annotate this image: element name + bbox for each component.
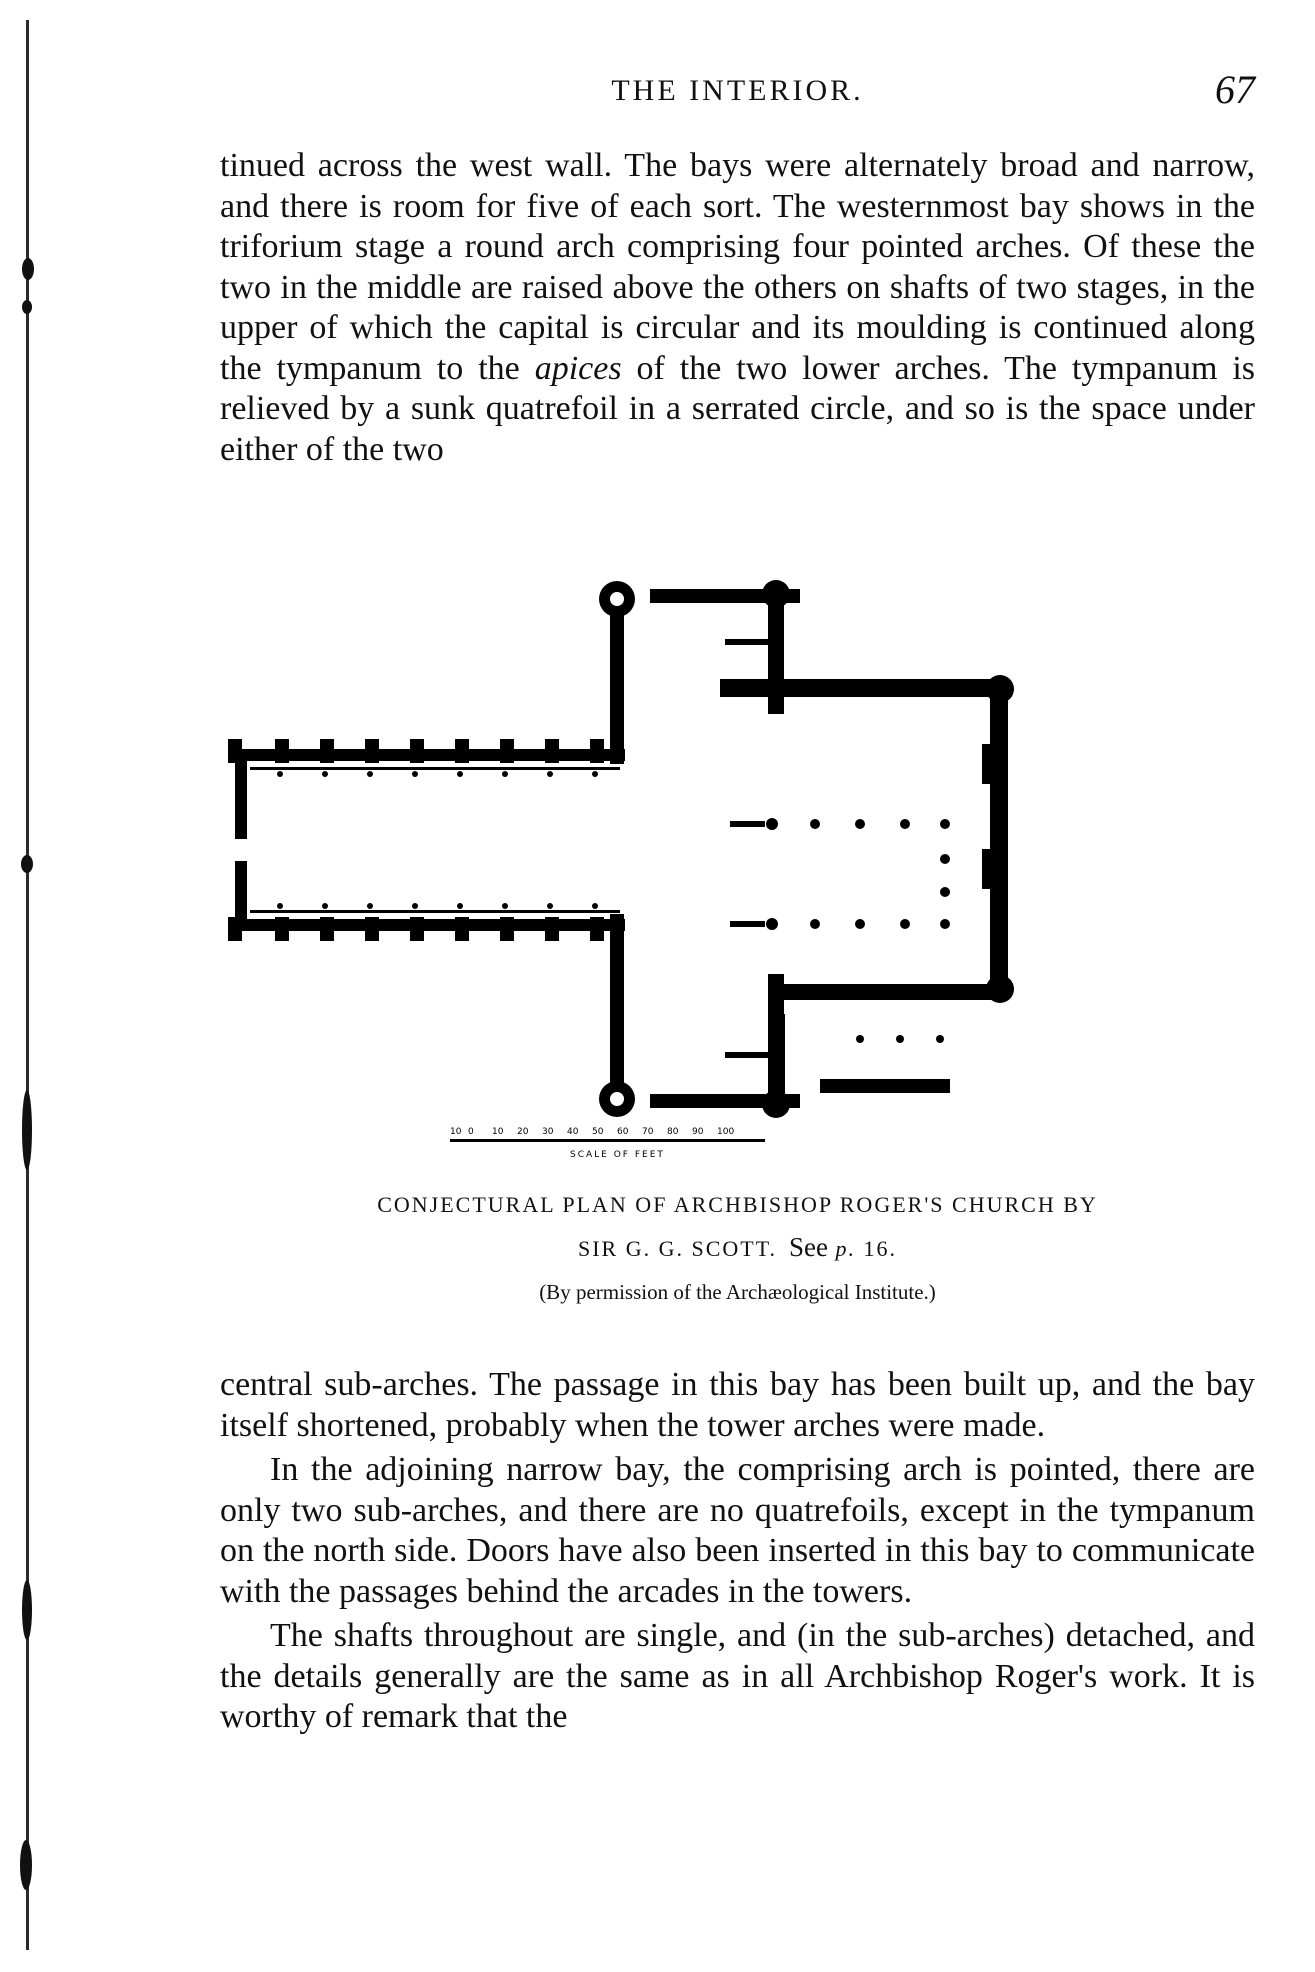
- text-line: arches. The tympanum is relieved by a sunk quatrefoil in a: [220, 349, 1255, 427]
- text-line: westernmost bay shows in the triforium stage a round arch: [220, 187, 1256, 265]
- body-text-bottom: [220, 1365, 1255, 1738]
- scale-tick-label: 70: [642, 1127, 654, 1137]
- margin-ink-mark: [21, 855, 33, 873]
- scale-tick-label: 60: [617, 1127, 629, 1137]
- margin-ink-mark: [20, 1840, 32, 1890]
- caption-page-ref: 16.: [863, 1236, 898, 1261]
- caption-page-abbrev: p.: [835, 1236, 857, 1261]
- italic-word: apices: [534, 349, 622, 387]
- choir-piers: [730, 818, 950, 930]
- caption-see: See: [789, 1232, 829, 1262]
- text-line: comprising four pointed arches. Of these the two in the: [220, 228, 1255, 306]
- figure-credit: (By permission of the Archæological Institute.): [539, 1280, 936, 1304]
- south-chapel: [780, 1014, 950, 1114]
- page-header: [220, 66, 1255, 116]
- scale-tick-label: 30: [542, 1127, 554, 1137]
- margin-ink-mark: [22, 300, 32, 314]
- margin-ink-mark: [22, 1580, 32, 1640]
- scale-tick-label: 100: [717, 1127, 735, 1137]
- text-line: continued along the tympanum to the: [220, 309, 1255, 387]
- text-line: and narrow, and there is room for five of each sort. The: [220, 147, 1256, 225]
- scale-tick-label: 50: [592, 1127, 604, 1137]
- paragraph: The shafts throughout are single, and (in the sub-arches) detached, and the details generally are the same as in all Archbishop Roger's work. It is worthy of remark that the: [220, 1617, 1255, 1735]
- text-line: serrated circle, and so is the space under either of the two: [220, 390, 1256, 468]
- caption-attribution: SIR G. G. SCOTT.: [577, 1236, 778, 1261]
- choir-walls: [720, 675, 1014, 1003]
- scale-tick-label: 40: [567, 1127, 579, 1137]
- margin-ink-mark: [22, 1090, 32, 1170]
- figure-caption-line1: CONJECTURAL PLAN OF ARCHBISHOP ROGER'S CHURCH BY: [377, 1192, 1098, 1217]
- text-line: the upper of which the capital is circular and its moulding is: [220, 268, 1255, 346]
- margin-ink-mark: [22, 258, 34, 280]
- scale-tick-label: 0: [468, 1127, 474, 1137]
- text-line: tinued across the west wall. The bays were alternately broad: [220, 147, 1078, 184]
- paragraph: central sub-arches. The passage in this bay has been built up, and the bay itself shortened, probably when the tower arches were made.: [220, 1366, 1255, 1444]
- transepts: [599, 580, 800, 1118]
- scale-tick-label: 10: [492, 1127, 504, 1137]
- paragraph: In the adjoining narrow bay, the comprising arch is pointed, there are only two sub-arches, and there are no quatrefoils, except in the tympanum on the north side. Doors have also been inserted in this bay to communicate with the passages behind the arcades in the towers.: [220, 1451, 1255, 1610]
- paragraph-continued: [220, 146, 1255, 470]
- nave-arcade-dots: [277, 771, 598, 909]
- text-line: middle are raised above the others on shafts of two stages, in: [367, 268, 1205, 306]
- scale-bar: [450, 1127, 765, 1160]
- scale-tick-label: 20: [517, 1127, 529, 1137]
- scale-tick-label: 80: [667, 1127, 679, 1137]
- scale-label: SCALE OF FEET: [570, 1150, 665, 1160]
- church-floor-plan: [220, 574, 1255, 1174]
- scale-tick-label: 10: [450, 1127, 462, 1137]
- scale-tick-label: 90: [692, 1127, 704, 1137]
- page-number: 67: [1215, 67, 1255, 112]
- text-line: of the two lower: [636, 349, 880, 387]
- nave-walls: [235, 749, 625, 931]
- figure-caption-line2: [220, 1232, 1255, 1263]
- running-title: THE INTERIOR.: [611, 74, 864, 107]
